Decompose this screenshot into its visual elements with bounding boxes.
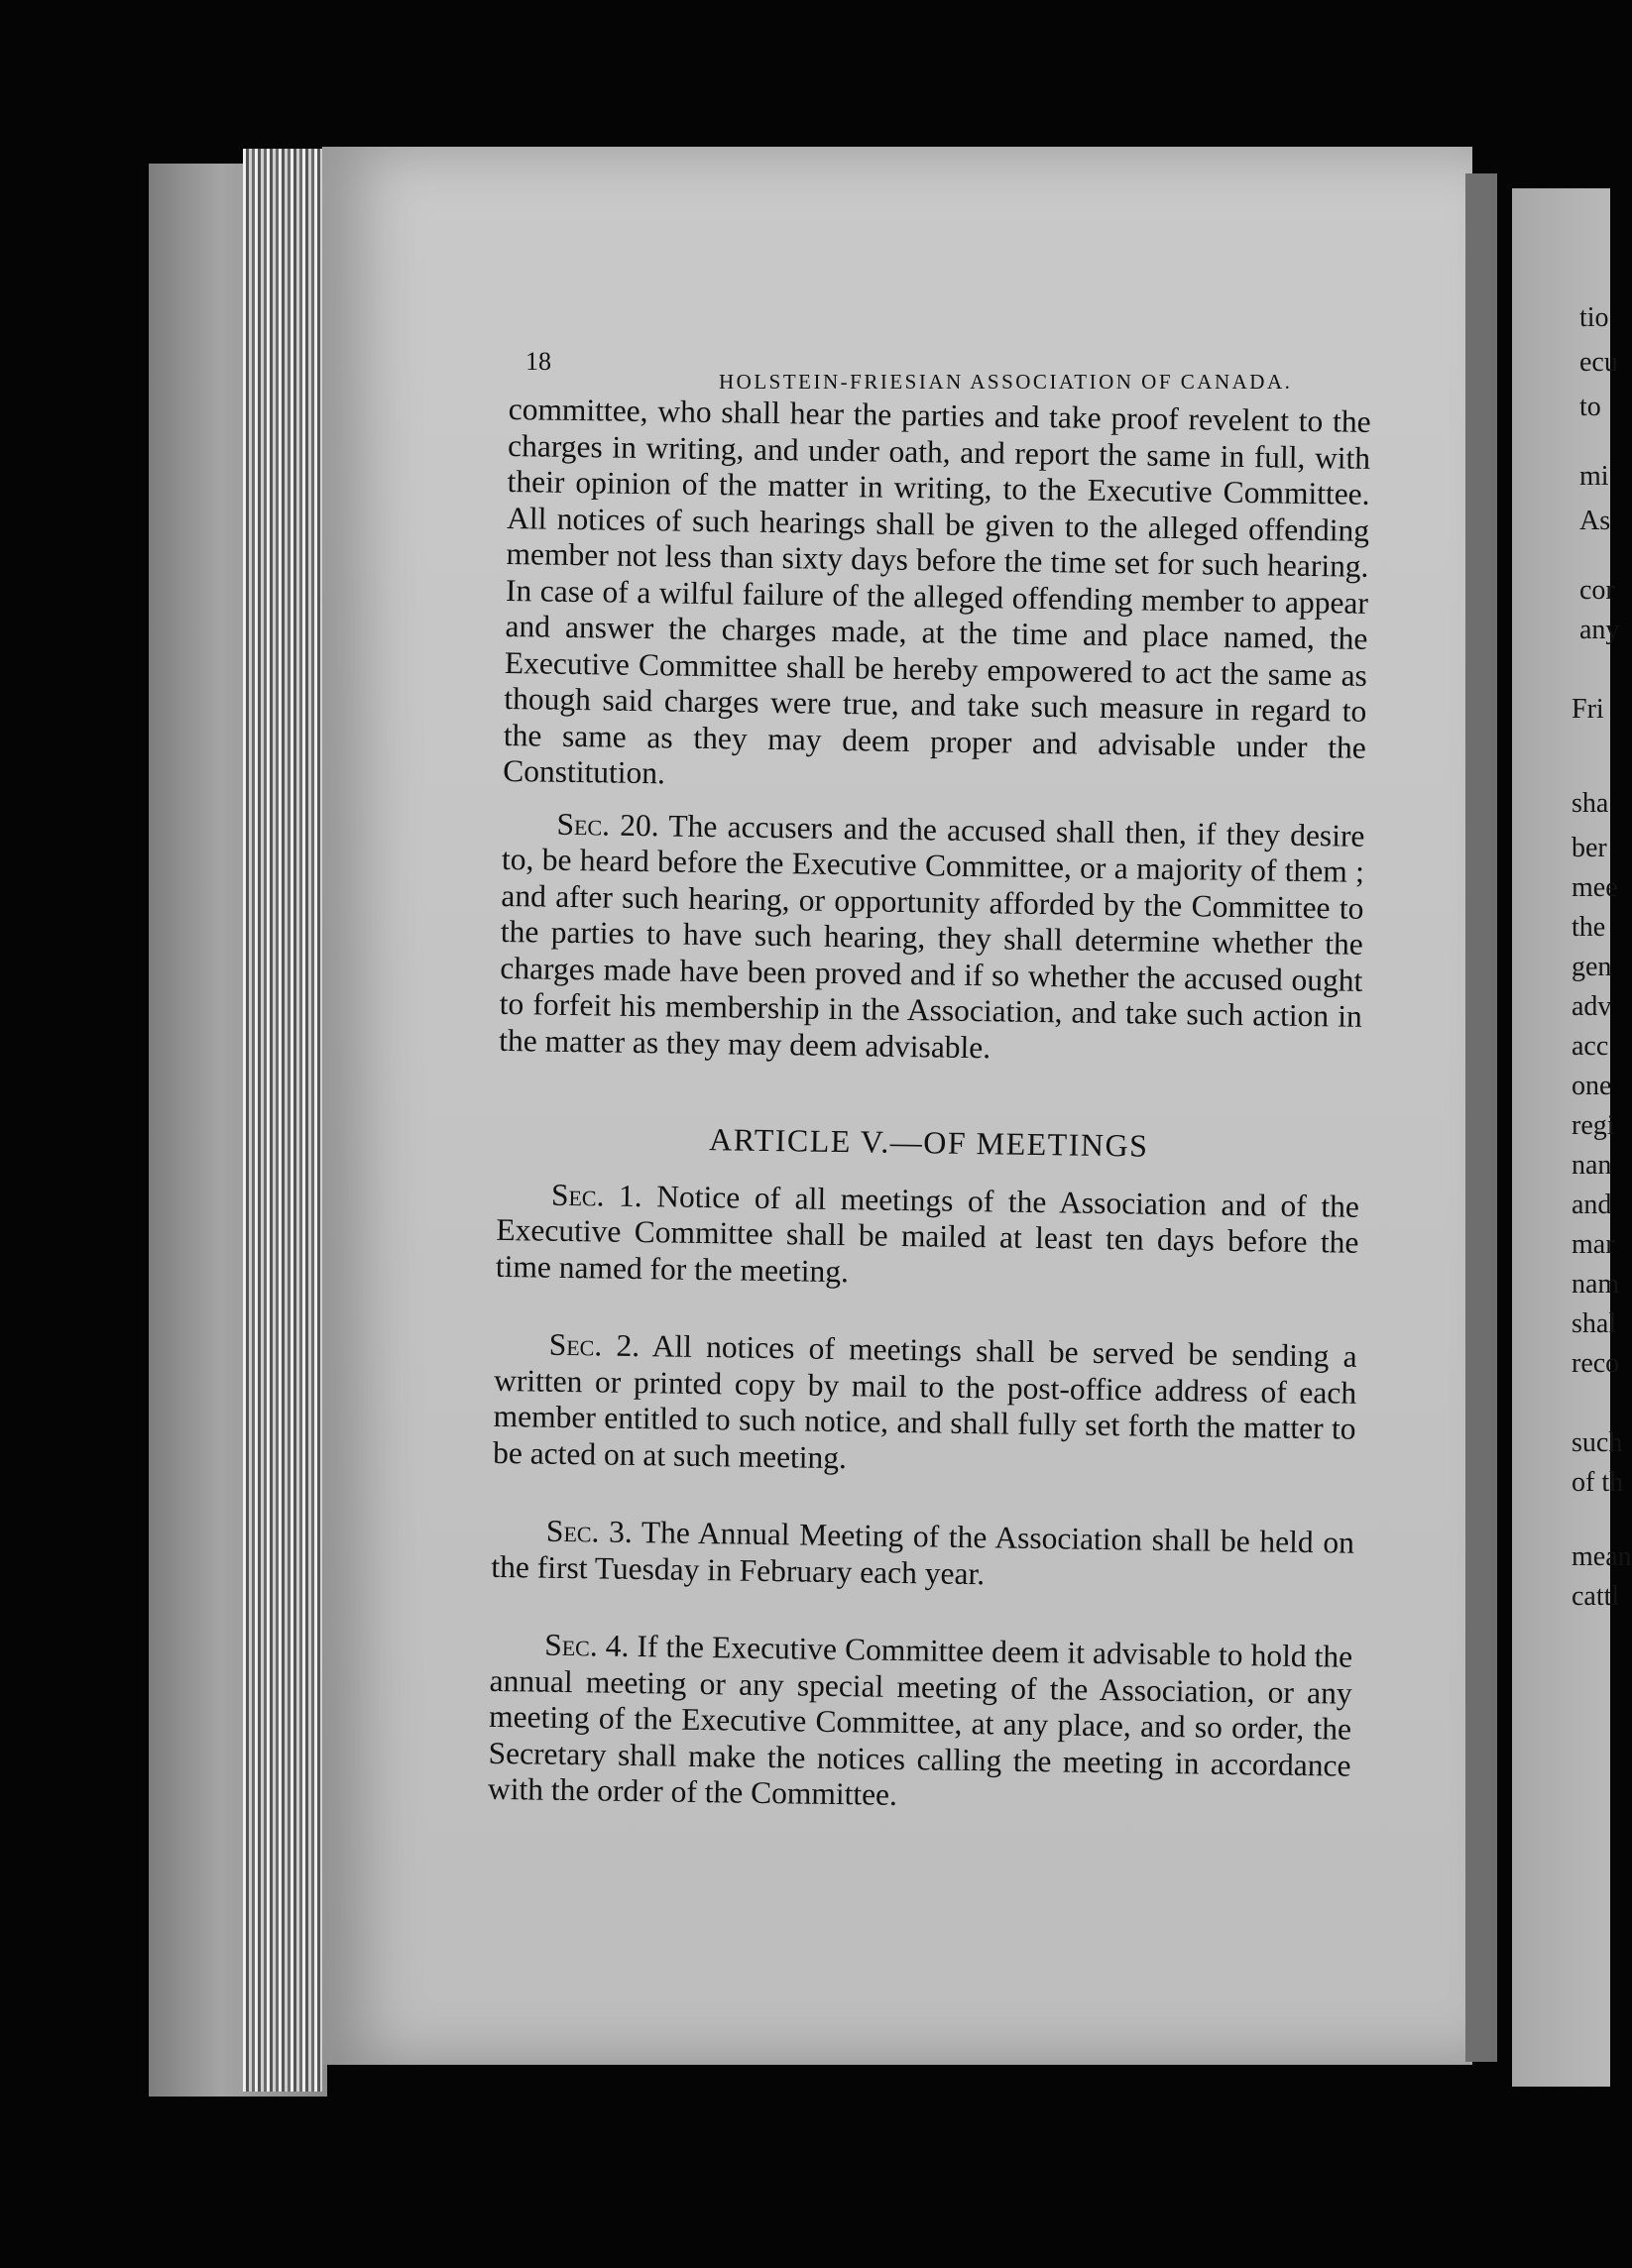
- facing-page-text-fragment: adv: [1572, 991, 1612, 1022]
- facing-page-fragment: [1512, 188, 1632, 2087]
- facing-page-text-fragment: the: [1572, 912, 1606, 943]
- section-3: [491, 1513, 1354, 1598]
- facing-page-text-fragment: mi: [1579, 461, 1609, 492]
- facing-page-text-fragment: acc: [1572, 1031, 1609, 1062]
- page-stack-edges: [243, 149, 322, 2092]
- facing-page-text-fragment: reco: [1572, 1348, 1620, 1379]
- facing-page-text-fragment: cattl: [1572, 1581, 1620, 1612]
- paragraph-continuation: committee, who shall hear the parties and take proof revelent to the charges in writing, and under oath, and report the same in full, with their opinion of the matter in writing, to the Executive Committee. All notices of such hearings shall be given to the alleged offending member not less than sixty days before the time set for such hearing. In case of a wilful failure of the alleged offending member to appear and answer the charges made, at the time and place named, the Executive Committee shall be hereby empowered to act the same as though said charges were true, and take such measure in regard to the same as they may deem proper and advisable under the Constitution.: [503, 392, 1371, 791]
- facing-page-text-fragment: mee: [1572, 872, 1618, 903]
- facing-page-text-fragment: and: [1572, 1190, 1612, 1220]
- facing-page-text-fragment: of th: [1572, 1467, 1624, 1498]
- facing-page-text-fragment: to: [1579, 392, 1601, 422]
- facing-page-text-fragment: ber: [1572, 833, 1607, 863]
- section-label: Sec. 2.: [548, 1326, 641, 1364]
- page-body: [488, 392, 1371, 1820]
- section-text: All notices of meetings shall be served be sending a written or printed copy by mail to the post-office address of each member entitled to such notice, and shall fully set forth the matter to be acted on at such meeting.: [492, 1328, 1357, 1475]
- facing-page-text-fragment: As: [1579, 506, 1611, 536]
- facing-page-text-fragment: sha: [1572, 788, 1609, 819]
- section-text: If the Executive Committee deem it advisable to hold the annual meeting or any special meeting of the Association, or any meeting of the Executive Committee, at any place, and so order, the Secretary shall make the notices calling the meeting in accordance with the order of the Committee.: [487, 1629, 1353, 1812]
- facing-page-text-fragment: ecu: [1579, 347, 1618, 378]
- facing-page-text-fragment: cor: [1579, 575, 1615, 606]
- facing-page-text-fragment: mean: [1572, 1541, 1632, 1572]
- facing-page-text-fragment: mar: [1572, 1229, 1615, 1260]
- running-header: HOLSTEIN-FRIESIAN ASSOCIATION OF CANADA.: [719, 370, 1293, 394]
- section-text: The accusers and the accused shall then, if they desire to, be heard before the Executive Committee, or a majority of them ; and after such hearing, or opportunity afforded by the Committee to the parties to have such hearing, they shall determine whether the charges made have been proved and if so whether the accused ought to forfeit his membership in the Association, and take such action in the matter as they may deem advisable.: [499, 807, 1365, 1065]
- section-2: [493, 1326, 1357, 1484]
- page-number: 18: [525, 347, 551, 376]
- section-4: [488, 1627, 1353, 1820]
- page-gutter-shadow: [1465, 173, 1497, 2062]
- facing-page-text-fragment: any: [1579, 615, 1620, 645]
- section-text: Notice of all meetings of the Association and of the Executive Committee shall be mailed at least ten days before the time named for the meeting.: [495, 1178, 1360, 1289]
- section-label: Sec. 20.: [556, 806, 659, 843]
- facing-page-text-fragment: nam: [1572, 1269, 1620, 1300]
- section-20: [499, 805, 1365, 1071]
- facing-page-text-fragment: nan: [1572, 1150, 1612, 1181]
- facing-page-text-fragment: such: [1572, 1427, 1623, 1458]
- section-label: Sec. 4.: [543, 1627, 630, 1663]
- facing-page-text-fragment: gen: [1572, 952, 1612, 982]
- facing-page-text-fragment: shal: [1572, 1308, 1617, 1339]
- article-heading: ARTICLE V.—OF MEETINGS: [708, 1121, 1149, 1164]
- section-label: Sec. 1.: [550, 1177, 642, 1213]
- facing-page-text-fragment: tio: [1579, 302, 1609, 333]
- section-label: Sec. 3.: [545, 1513, 634, 1549]
- facing-page-text-fragment: regi: [1572, 1110, 1615, 1141]
- section-text: The Annual Meeting of the Association shall be held on the first Tuesday in February each year.: [491, 1515, 1355, 1591]
- facing-page-text-fragment: one: [1572, 1071, 1612, 1101]
- facing-page-text-fragment: Fri: [1572, 694, 1604, 725]
- section-1: [496, 1176, 1360, 1297]
